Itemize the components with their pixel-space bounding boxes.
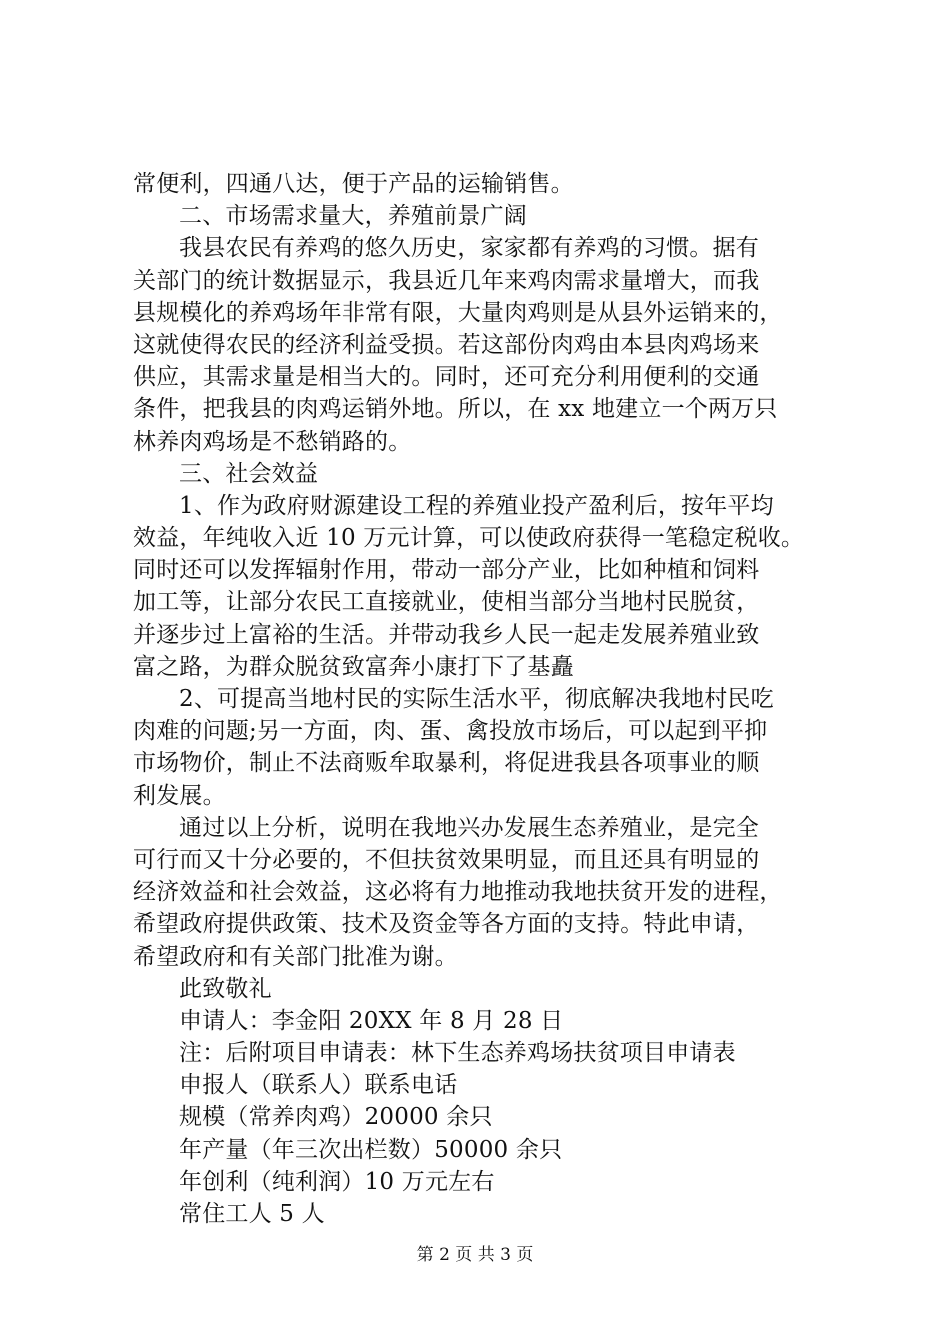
text-line: 条件，把我县的肉鸡运销外地。所以，在 xx 地建立一个两万只 (133, 396, 778, 423)
text-line: 希望政府提供政策、技术及资金等各方面的支持。特此申请， (133, 911, 760, 938)
text-line: 同时还可以发挥辐射作用，带动一部分产业，比如种植和饲料 (133, 557, 760, 584)
applicant-line: 申请人：李金阳 20XX 年 8 月 28 日 (179, 1007, 564, 1034)
form-field-scale: 规模（常养肉鸡）20000 余只 (179, 1104, 493, 1131)
form-field-workers: 常住工人 5 人 (179, 1201, 325, 1227)
attachment-note: 注：后附项目申请表：林下生态养鸡场扶贫项目申请表 (179, 1040, 736, 1067)
text-line: 富之路，为群众脱贫致富奔小康打下了基矗 (133, 653, 574, 680)
text-line: 2、可提高当地村民的实际生活水平，彻底解决我地村民吃 (179, 686, 774, 712)
form-field-output: 年产量（年三次出栏数）50000 余只 (179, 1136, 563, 1163)
text-line: 肉难的问题;另一方面，肉、蛋、禽投放市场后，可以起到平抑 (133, 718, 768, 745)
text-line: 1、作为政府财源建设工程的养殖业投产盈利后，按年平均 (179, 492, 774, 519)
text-line: 通过以上分析，说明在我地兴办发展生态养殖业，是完全 (179, 814, 759, 841)
text-line: 常便利，四通八达，便于产品的运输销售。 (133, 171, 574, 197)
text-line: 并逐步过上富裕的生活。并带动我乡人民一起走发展养殖业致 (133, 621, 760, 648)
text-line: 关部门的统计数据显示，我县近几年来鸡肉需求量增大，而我 (133, 267, 760, 294)
text-line: 效益，年纯收入近 10 万元计算，可以使政府获得一笔稳定税收。 (133, 525, 805, 552)
text-line: 希望政府和有关部门批准为谢。 (133, 943, 458, 970)
text-line: 可行而又十分必要的，不但扶贫效果明显，而且还具有明显的 (133, 846, 760, 873)
document-body (133, 168, 833, 1230)
text-line: 林养肉鸡场是不愁销路的。 (133, 428, 412, 455)
text-line: 我县农民有养鸡的悠久历史，家家都有养鸡的习惯。据有 (179, 235, 759, 262)
text-line: 利发展。 (133, 782, 226, 809)
text-line: 这就使得农民的经济利益受损。若这部份肉鸡由本县肉鸡场来 (133, 331, 760, 358)
text-line: 加工等，让部分农民工直接就业，使相当部分当地村民脱贫， (133, 589, 760, 616)
text-line: 供应，其需求量是相当大的。同时，还可充分利用便利的交通 (133, 364, 760, 391)
text-line: 经济效益和社会效益，这必将有力地推动我地扶贫开发的进程， (133, 879, 783, 906)
text-line: 县规模化的养鸡场年非常有限，大量肉鸡则是从县外运销来的， (133, 299, 783, 326)
closing-salutation: 此致敬礼 (179, 975, 272, 1002)
form-field-contact: 申报人（联系人）联系电话 (179, 1072, 458, 1099)
section-heading-social: 三、社会效益 (179, 460, 319, 487)
text-line: 市场物价，制止不法商贩牟取暴利，将促进我县各项事业的顺 (133, 750, 760, 777)
form-field-profit: 年创利（纯利润）10 万元左右 (179, 1168, 495, 1195)
section-heading-market: 二、市场需求量大，养殖前景广阔 (179, 203, 527, 230)
page-number-footer: 第 2 页 共 3 页 (416, 1245, 534, 1265)
